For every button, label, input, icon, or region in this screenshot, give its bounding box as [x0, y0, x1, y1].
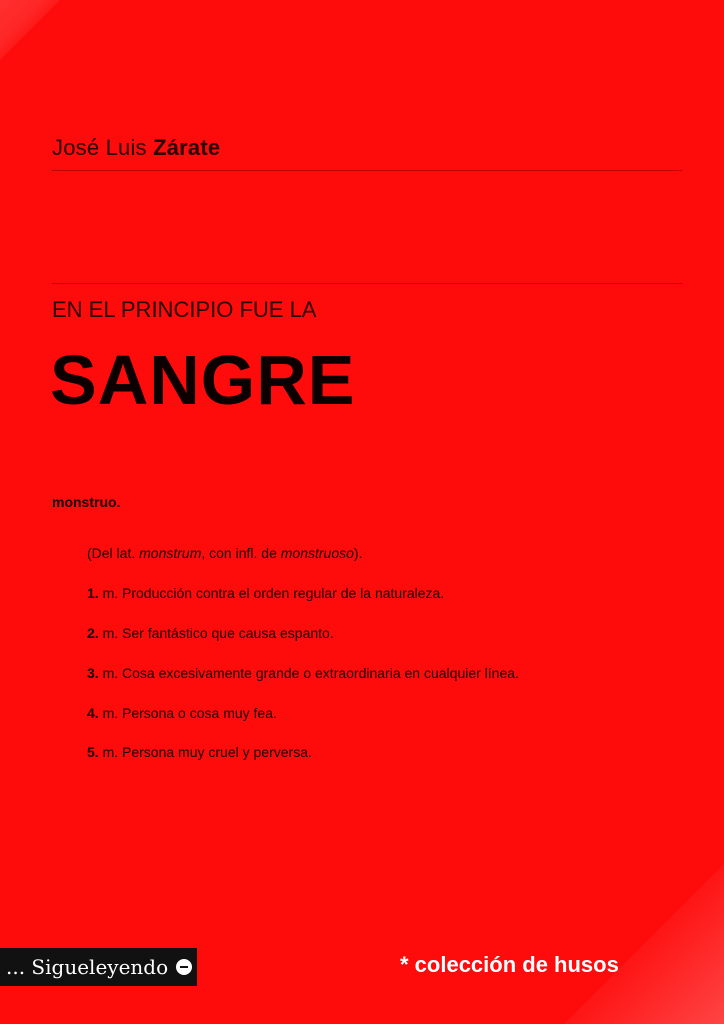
divider-top — [52, 170, 682, 171]
etymology-latin-word: monstrum — [139, 545, 202, 561]
publisher-logo-text: ... Sigueleyendo — [6, 955, 169, 979]
publisher-logo-icon — [176, 959, 192, 975]
sense-line — [87, 705, 277, 721]
sense-text: m. Producción contra el orden regular de la naturaleza. — [98, 585, 445, 601]
book-subtitle: EN EL PRINCIPIO FUE LA — [52, 297, 317, 322]
corner-fold-bottom-right — [564, 864, 724, 1024]
publisher-logo — [0, 948, 197, 986]
corner-fold-top-left — [0, 0, 120, 120]
sense-number: 3. — [87, 665, 99, 681]
sense-text: m. Ser fantástico que causa espanto. — [98, 625, 334, 641]
sense-line — [87, 744, 312, 760]
book-title: SANGRE — [50, 341, 356, 419]
sense-text: m. Cosa excesivamente grande o extraordinaria en cualquier línea. — [98, 665, 519, 681]
author-name — [52, 135, 220, 161]
sense-text: m. Persona o cosa muy fea. — [98, 705, 277, 721]
sense-line — [87, 585, 444, 601]
definition-headword: monstruo. — [52, 494, 121, 510]
sense-text: m. Persona muy cruel y perversa. — [98, 744, 312, 760]
etymology-text: ). — [353, 545, 363, 561]
sense-number: 2. — [87, 625, 99, 641]
sense-line — [87, 665, 519, 681]
etymology-influence-word: monstruoso — [280, 545, 354, 561]
sense-number: 5. — [87, 744, 99, 760]
sense-number: 1. — [87, 585, 99, 601]
sense-line — [87, 625, 334, 641]
sense-number: 4. — [87, 705, 99, 721]
divider-middle — [52, 283, 682, 284]
etymology-text: , con infl. de — [201, 545, 281, 561]
author-last-name: Zárate — [153, 135, 221, 160]
etymology-line — [87, 545, 362, 561]
author-first-name: José Luis — [52, 135, 147, 160]
etymology-text: (Del lat. — [87, 545, 140, 561]
collection-name: * colección de husos — [400, 952, 619, 977]
